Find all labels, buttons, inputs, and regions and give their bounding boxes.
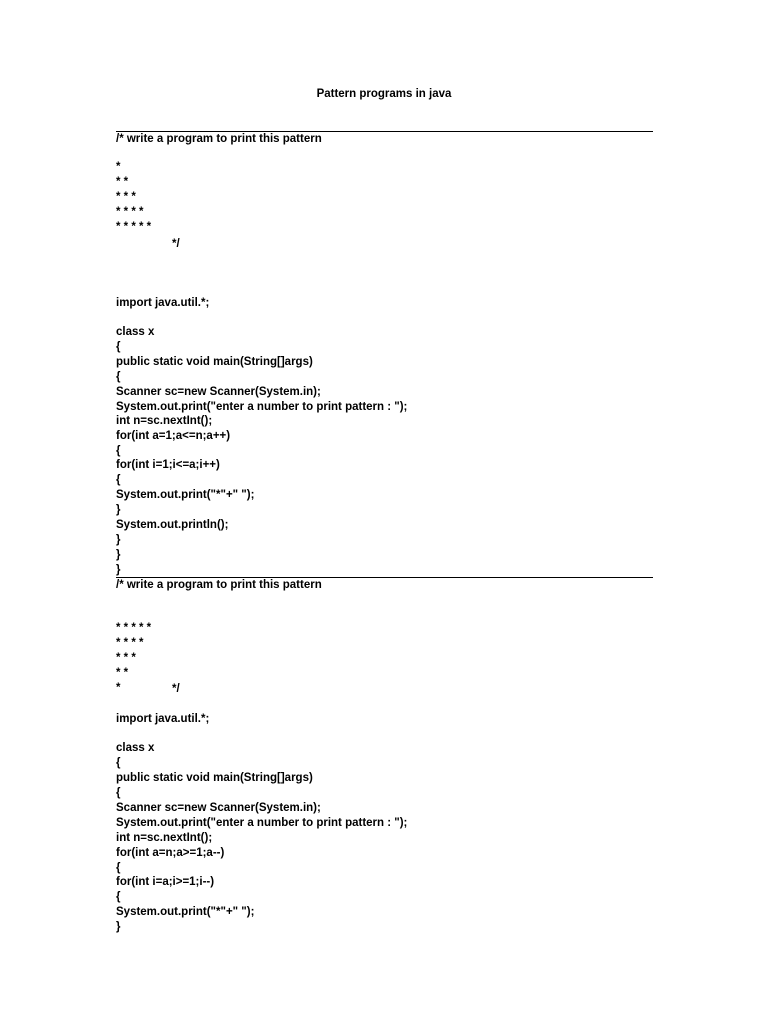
pattern-1-row: *	[116, 161, 121, 173]
pattern-1-row: * * * *	[116, 206, 144, 218]
page-title: Pattern programs in java	[316, 88, 452, 100]
code-line: {	[116, 757, 121, 769]
code-line: class x	[116, 742, 155, 754]
code-line: System.out.print("*"+" ");	[116, 906, 255, 918]
code-line: System.out.print("enter a number to print pattern : ");	[116, 401, 408, 413]
code-line: System.out.print("*"+" ");	[116, 489, 255, 501]
code-line: {	[116, 474, 121, 486]
code-line: {	[116, 445, 121, 457]
code-line: class x	[116, 326, 155, 338]
comment-close-2: */	[172, 683, 180, 695]
pattern-2-row: * * *	[116, 652, 136, 664]
code-line: {	[116, 341, 121, 353]
code-line: import java.util.*;	[116, 297, 210, 309]
pattern-2-row: * * * * *	[116, 622, 152, 634]
code-line: for(int i=a;i>=1;i--)	[116, 876, 215, 888]
code-line: {	[116, 787, 121, 799]
section-1-header: /* write a program to print this pattern	[116, 133, 322, 145]
code-line: }	[116, 921, 121, 933]
code-line: }	[116, 564, 121, 576]
code-line: for(int i=1;i<=a;i++)	[116, 459, 220, 471]
code-line: Scanner sc=new Scanner(System.in);	[116, 386, 321, 398]
code-line: System.out.print("enter a number to print pattern : ");	[116, 817, 408, 829]
code-line: {	[116, 371, 121, 383]
code-line: {	[116, 862, 121, 874]
code-line: Scanner sc=new Scanner(System.in);	[116, 802, 321, 814]
code-line: System.out.println();	[116, 519, 229, 531]
code-line: int n=sc.nextInt();	[116, 415, 213, 427]
comment-close-1: */	[172, 238, 180, 250]
code-line: int n=sc.nextInt();	[116, 832, 213, 844]
code-line: {	[116, 891, 121, 903]
code-line: import java.util.*;	[116, 713, 210, 725]
code-line: public static void main(String[]args)	[116, 772, 313, 784]
pattern-2-row: * *	[116, 667, 129, 679]
code-line: for(int a=n;a>=1;a--)	[116, 847, 225, 859]
code-line: public static void main(String[]args)	[116, 356, 313, 368]
pattern-1-row: * * *	[116, 191, 136, 203]
section-2-header: /* write a program to print this pattern	[116, 579, 322, 591]
pattern-1-row: * *	[116, 176, 129, 188]
pattern-2-row: *	[116, 682, 121, 694]
code-line: }	[116, 549, 121, 561]
code-line: }	[116, 504, 121, 516]
code-line: }	[116, 534, 121, 546]
pattern-2-row: * * * *	[116, 637, 144, 649]
pattern-1-row: * * * * *	[116, 221, 152, 233]
code-line: for(int a=1;a<=n;a++)	[116, 430, 231, 442]
